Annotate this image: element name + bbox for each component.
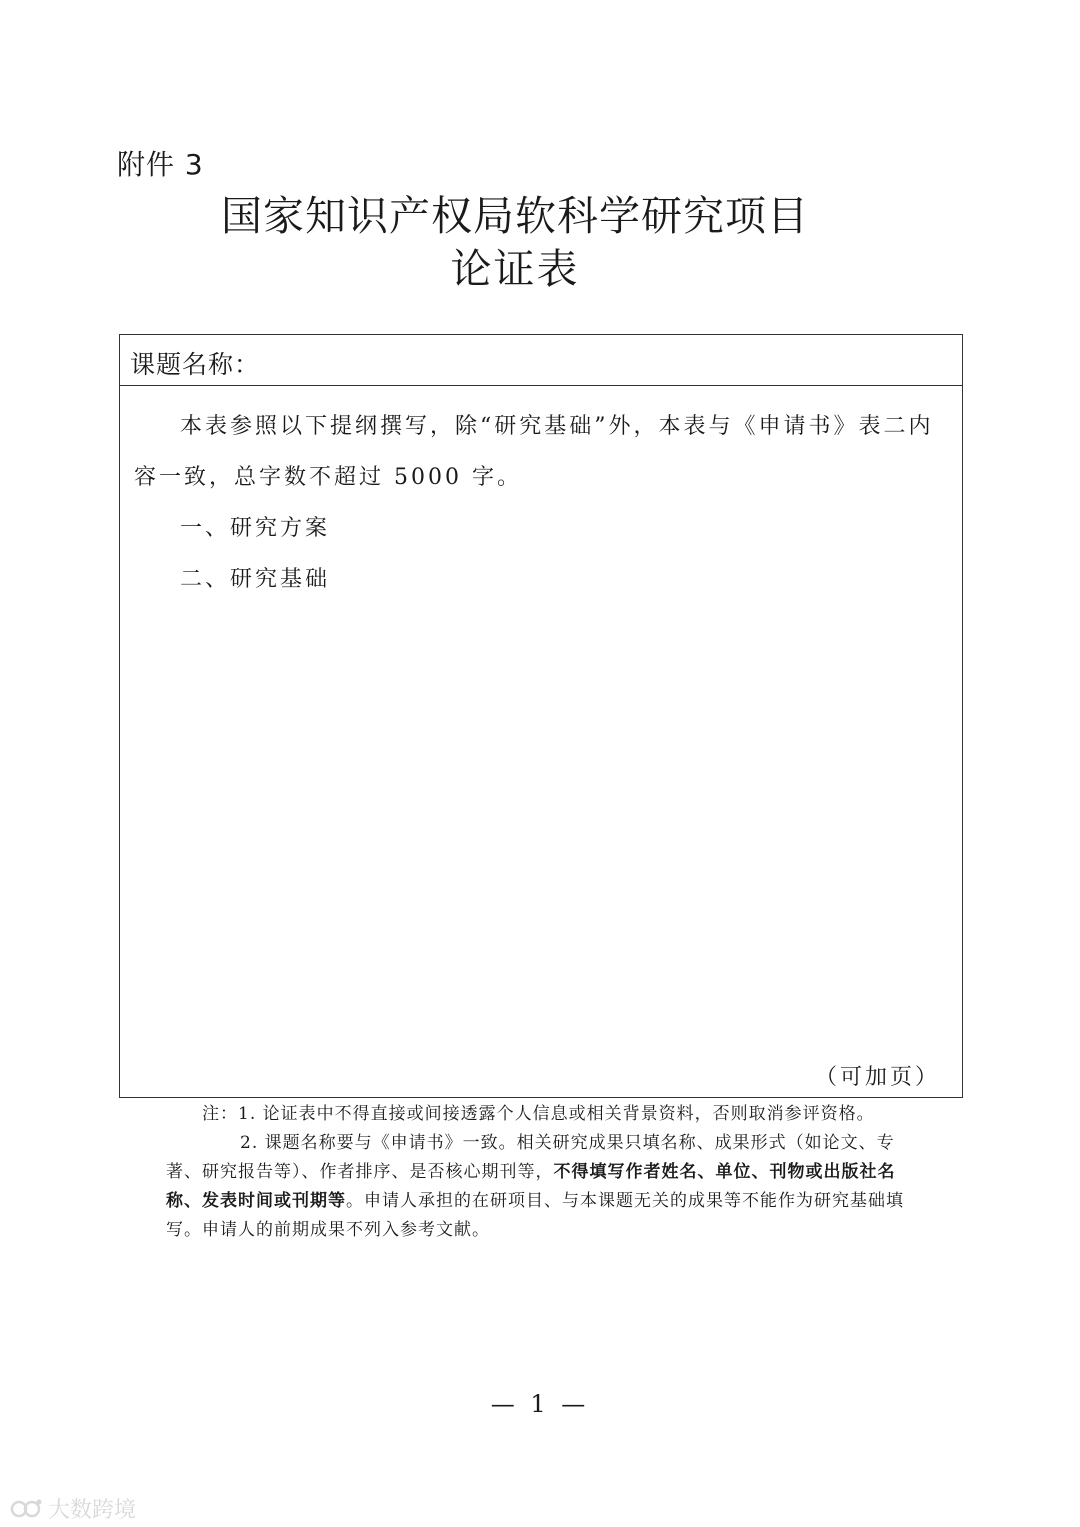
demonstration-form — [119, 334, 963, 1098]
brand-logo-icon — [10, 1497, 44, 1521]
subject-row — [120, 335, 962, 386]
note-2 — [166, 1129, 926, 1245]
form-body — [134, 401, 954, 605]
document-subtitle: 论证表 — [450, 245, 580, 293]
watermark-text: 大数跨境 — [48, 1498, 137, 1523]
page-number: — 1 — — [490, 1390, 590, 1418]
watermark — [10, 1493, 136, 1524]
note-2-bold-text: 不得填写作者姓名、单位、刊物或出版社名称、发表时间或刊期等 — [166, 1162, 896, 1211]
attachment-label: 附件 3 — [117, 148, 204, 181]
more-pages-note: （可加页） — [814, 1065, 940, 1090]
document-title: 国家知识产权局软科学研究项目 — [221, 192, 809, 240]
outline-item-research-plan: 一、研究方案 — [180, 516, 331, 541]
note-2-text-end: 。申请人承担的在研项目、与本课题无关的成果等不能作为研究基础填写。申请人的前期成果不列入参考文献。 — [166, 1191, 904, 1240]
subject-label: 课题名称： — [130, 350, 261, 379]
outline-item-research-basis: 二、研究基础 — [180, 567, 331, 592]
note-2-text-start: 2. 课题名称要与《申请书》一致。相关研究成果只填名称、成果形式（如论文、专著、研究报告等）、作者排序、是否核心期刊等， — [166, 1133, 895, 1182]
notes-section — [166, 1100, 926, 1245]
intro-paragraph: 本表参照以下提纲撰写，除“研究基础”外，本表与《申请书》表二内容一致，总字数不超过 5000 字。 — [134, 414, 934, 490]
note-1: 注：1. 论证表中不得直接或间接透露个人信息或相关背景资料，否则取消参评资格。 — [202, 1104, 875, 1124]
